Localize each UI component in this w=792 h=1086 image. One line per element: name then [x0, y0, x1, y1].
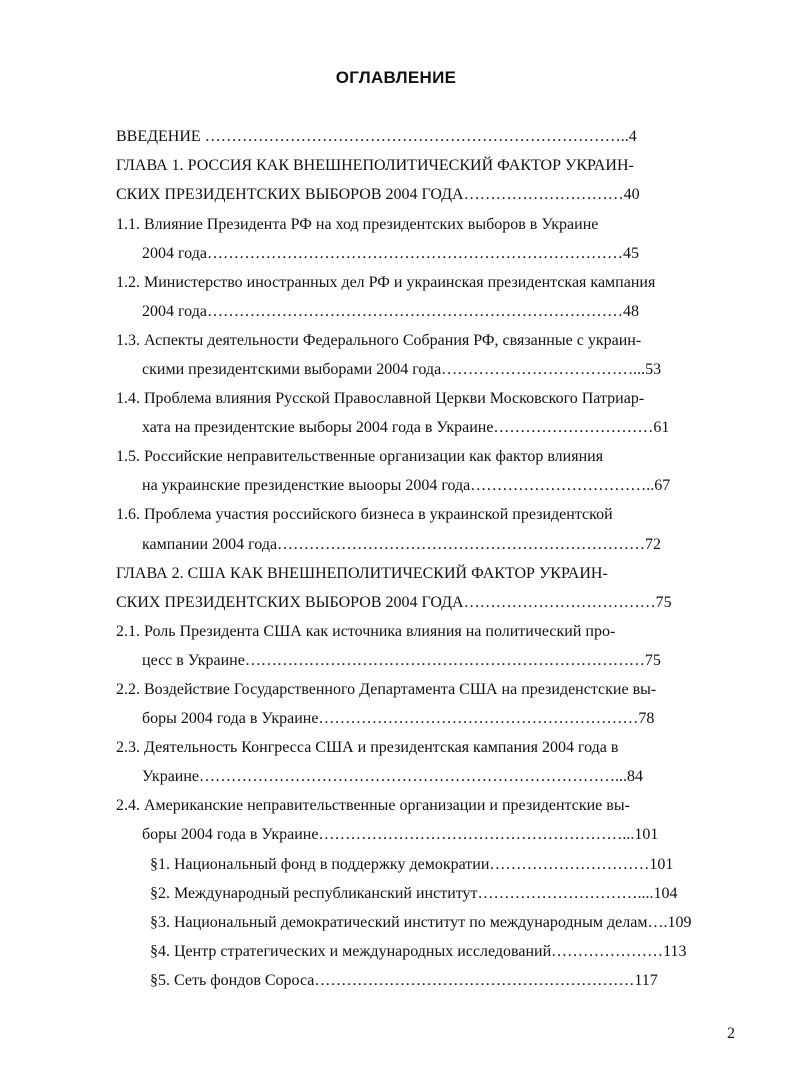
- toc-entry: 1.1. Влияние Президента РФ на ход президентских выборов в Украине: [116, 216, 599, 233]
- toc-entry: хата на президентские выборы 2004 года в Украине…………………………61: [142, 419, 670, 436]
- toc-entry: 2.3. Деятельность Конгресса США и президентская кампания 2004 года в: [116, 739, 619, 756]
- toc-entry: Украине……………………………………………………………………...84: [142, 768, 644, 785]
- toc-entry: ВВЕДЕНИЕ ……………………………………………………………………..4: [116, 128, 637, 145]
- toc-entry: 1.6. Проблема участия российского бизнеса в украинской президентской: [116, 506, 613, 523]
- page-number: 2: [727, 1025, 735, 1042]
- toc-entry: 2004 года……………………………………………………………………48: [142, 303, 639, 320]
- toc-entry: СКИХ ПРЕЗИДЕНТСКИХ ВЫБОРОВ 2004 ГОДА………………………………75: [116, 594, 672, 611]
- toc-entry: 1.2. Министерство иностранных дел РФ и украинская президентская кампания: [116, 274, 656, 291]
- toc-entry: СКИХ ПРЕЗИДЕНТСКИХ ВЫБОРОВ 2004 ГОДА…………………………40: [116, 186, 640, 203]
- toc-entry: 2004 года……………………………………………………………………45: [142, 245, 639, 262]
- toc-entry: §4. Центр стратегических и международных исследований…………………113: [150, 943, 687, 960]
- toc-entry: ГЛАВА 1. РОССИЯ КАК ВНЕШНЕПОЛИТИЧЕСКИЙ ФАКТОР УКРАИН-: [116, 157, 634, 174]
- toc-entry: §2. Международный республиканский институт…………………………....104: [150, 885, 678, 902]
- page-title: ОГЛАВЛЕНИЕ: [335, 68, 457, 87]
- toc-entry: ГЛАВА 2. США КАК ВНЕШНЕПОЛИТИЧЕСКИЙ ФАКТОР УКРАИН-: [116, 565, 608, 582]
- toc-entry: на украинские президенсткие выооры 2004 года……………………………..67: [142, 477, 671, 494]
- toc-entry: §1. Национальный фонд в поддержку демократии…………………………101: [150, 856, 674, 873]
- toc-entry: 2.2. Воздействие Государственного Департамента США на президенстские вы-: [116, 681, 657, 698]
- toc-entry: 1.4. Проблема влияния Русской Православной Церкви Московского Патриар-: [116, 390, 645, 407]
- toc-entry: 2.4. Американские неправительственные организации и президентские вы-: [116, 797, 630, 814]
- toc-entry: боры 2004 года в Украине……………………………………………………78: [142, 710, 655, 727]
- toc-entry: скими президентскими выборами 2004 года………………………………...53: [142, 361, 662, 378]
- toc-entry: цесс в Украине…………………………………………………………………75: [142, 652, 661, 669]
- toc-entry: 1.5. Российские неправительственные организации как фактор влияния: [116, 448, 604, 465]
- toc-entry: 1.3. Аспекты деятельности Федерального Собрания РФ, связанные с украин-: [116, 332, 642, 349]
- toc-entry: §5. Сеть фондов Сороса……………………………………………………117: [150, 972, 658, 989]
- toc-entry: кампании 2004 года……………………………………………………………72: [142, 536, 662, 553]
- toc-entry: 2.1. Роль Президента США как источника влияния на политический про-: [116, 623, 616, 640]
- toc-entry: боры 2004 года в Украине…………………………………………………...101: [142, 826, 659, 843]
- toc-entry: §3. Национальный демократический институт по международным делам….109: [150, 914, 692, 931]
